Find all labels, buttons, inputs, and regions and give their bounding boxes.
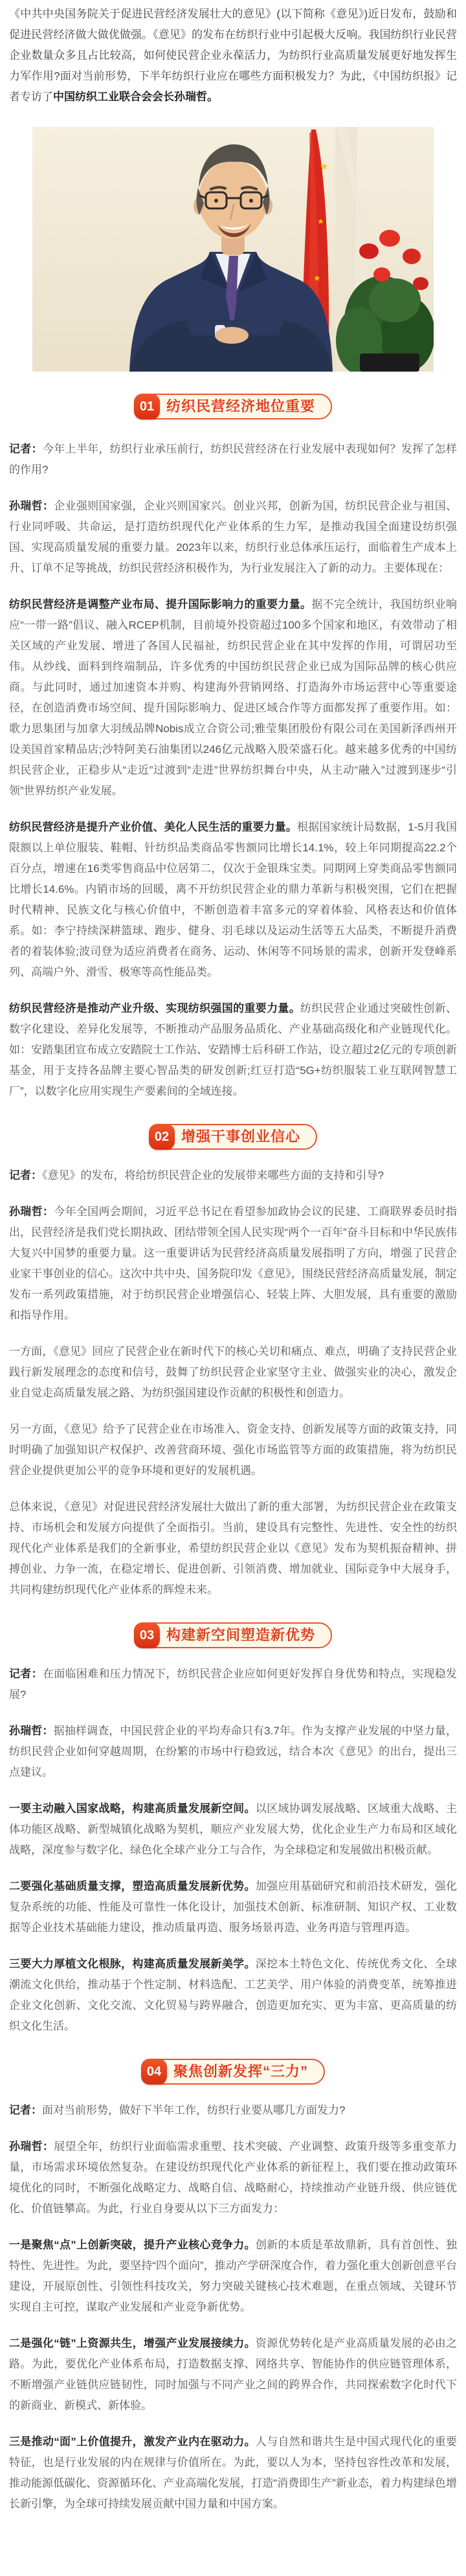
body-paragraph (9, 2432, 457, 2514)
body-paragraph (9, 1202, 457, 1326)
section-badge-row (0, 394, 466, 420)
paragraph-text: 据抽样调查，中国民营企业的平均寿命只有3.7年。作为支撑产业发展的中坚力量，纺织民营企业如何穿越周期，在纷繁的市场中行稳致远，结合本次《意见》的出台，提出三点建议。 (9, 1725, 458, 1778)
section-title: 增强干事创业信心 (181, 1128, 300, 1145)
paragraph-bold-lead: 二要强化基础质量支撑，塑造高质量发展新优势。 (9, 1880, 256, 1892)
body-paragraph (9, 1165, 457, 1186)
body-paragraph (9, 1341, 457, 1404)
sections-container (0, 394, 466, 2514)
article-section (0, 2059, 466, 2514)
paragraph-text: 在面临困难和压力情况下，纺织民营企业应如何更好发挥自身优势和特点，实现稳发展? (9, 1668, 458, 1701)
body-paragraph (9, 1721, 457, 1783)
paragraph-text: 展望全年，纺织行业面临需求重塑、技术突破、产业调整、政策升级等多重变革力量，市场需求环境依然复杂。在建设纺织现代化产业体系的新征程上，我们要在推动政策环境优化的同时，不断强化战略定力、战略自信、战略耐心，持续推动产业链升级、供应链优化、价值链攀高。为此，行业自身要从以下三方面发力： (9, 2140, 458, 2215)
article-section (0, 1124, 466, 1600)
speaker-label: 记者： (9, 1668, 43, 1680)
section-paragraphs (0, 1664, 466, 2037)
paragraph-text: 企业强则国家强，企业兴则国家兴。创业兴邦，创新为国，纺织民营企业与祖国、行业同呼吸、共命运，是打造纺织现代化产业体系的生力军，是推动我国全面建设纺织强国、实现高质量发展的重要力量。2023年以来，纺织行业总体承压运行，面临着生产成本上升、订单不足等挑战，纺织民营经济积极作为，为行业发展注入了新的动力。主要体现在： (9, 500, 458, 574)
article-page (0, 4, 466, 2576)
body-paragraph (9, 496, 457, 579)
body-paragraph (9, 1664, 457, 1705)
speaker-label: 记者： (9, 2104, 42, 2116)
section-number: 02 (149, 1124, 175, 1150)
body-paragraph (9, 2100, 457, 2121)
body-paragraph (9, 2136, 457, 2219)
paragraph-bold-lead: 一是聚焦“点”上创新突破，提升产业核心竞争力。 (9, 2239, 256, 2251)
paragraph-text: 加强应用基础研究和前沿技术研发，强化复杂系统的功能、性能及可靠性一体化设计，加强技术创新、标准研制、知识产权、工业数据等企业技术基础能力建设，推动质量再造、服务场景再造、业务再造与管理再造。 (9, 1880, 458, 1934)
paragraph-text: 人与自然和谐共生是中国式现代化的重要特征，也是行业发展的内在规律与价值所在。为此，要以人为本，坚持包容性改革和发展，推动能源低碳化、资源循环化、产业高端化发展，打造“消费即生产”新业态，着力构建绿色增长新引擎，为全球可持续发展贡献中国力量和中国方案。 (9, 2436, 458, 2510)
paragraph-text: 以区域协调发展战略、区域重大战略、主体功能区战略、新型城镇化战略为契机，顺应产业发展大势，优化企业生产力布局和区域化战略，深度参与数字化、绿色化全球产业分工与合作，为全球稳定和发展做出积极贡献。 (9, 1802, 458, 1856)
body-paragraph (9, 1876, 457, 1938)
section-badge-row (0, 2059, 466, 2085)
paragraph-bold-lead: 三是推动“面”上价值提升，激发产业内在驱动力。 (9, 2436, 256, 2448)
section-title: 构建新空间塑造新优势 (166, 1627, 315, 1643)
paragraph-text: 据不完全统计，我国纺织业响应“一带一路”倡议、融入RCEP机制，目前境外投资超过100多个国家和地区，有效带动了相关区域的产业发展、增进了各国人民福祉，纺织民营企业在其中发挥的作用，可谓居功至伟。从纱线、面料到终端制品，许多优秀的中国纺织民营企业已成为国际品牌的核心供应商。与此同时，通过加速资本并购、构建海外营销网络、打造海外市场运营中心等重要途径，在创造消费市场空间、提升国际影响力、促进区域合作等方面都发挥了重要作用。如：歌力思集团与加拿大羽绒品牌Nobis成立合资公司;雅莹集团股份有限公司在美国新泽西州开设美国首家精品店;沙特阿美石油集团以246亿元战略入股荣盛石化。越来越多优秀的中国纺织民营企业，正稳步从“走近”过渡到“走进”世界纺织舞台中央，从主动“融入”过渡到逐步“引领”世界纺织产业发展。 (9, 598, 458, 797)
paragraph-text: 总体来说，《意见》对促进民营经济发展壮大做出了新的重大部署，为纺织民营企业在政策支持、市场机会和发展方向提供了全面指引。当前，建设具有完整性、先进性、安全性的纺织现代化产业体系是我们的全新事业，希望纺织民营企业以《意见》发布为契机振奋精神、拼搏创业、力争一流，在稳定增长、促进创新、引领消费、增加就业、国际竞争中大展身手，共同构建纺织现代化产业体系的辉煌未来。 (9, 1501, 457, 1596)
paragraph-text: 今年上半年，纺织行业承压前行，纺织民营经济在行业发展中表现如何？发挥了怎样的作用? (9, 443, 458, 476)
body-paragraph (9, 2333, 457, 2416)
paragraph-bold-lead: 三要大力厚植文化根脉，构建高质量发展新美学。 (9, 1958, 256, 1970)
paragraph-text: 《意见》的发布，将给纺织民营企业的发展带来哪些方面的支持和引导? (42, 1169, 384, 1182)
paragraph-text: 根据国家统计局数据，1-5月我国限额以上单位服装、鞋帽、针纺织品类商品零售额同比增长14.1%，较上年同期提高22.2个百分点，增速在16类零售商品中位居第二，仅次于金银珠宝类。同期网上穿类商品零售额同比增长14.6%。内销市场的回暖，离不开纺织民营企业的鼎力革新与积极突围，它们在把握时代精神、民族文化与核心价值中，不断创造着丰富多元的穿着体验、风格表达和价值体系。如：李宁持续深耕篮球、跑步、健身、羽毛球以及运动生活等五大品类，不断提升消费者的着装体验;波司登为适应消费者在商务、运动、休闲等不同场景的需求，创新开发登峰系列、高端户外、滑雪、极寒等高性能品类。 (9, 821, 457, 978)
paragraph-bold-lead: 纺织民营经济是推动产业升级、实现纺织强国的重要力量。 (9, 1002, 300, 1014)
body-paragraph (9, 1497, 457, 1600)
paragraph-text: 深挖本土特色文化、传统优秀文化、全球潮流文化供给，推动基于个性定制、材料选配、工艺美学、用户体验的消费变革，统筹推进企业文化创新、文化交流、文化贸易与跨界融合，创造更加充实、更为丰富、更高质量的纺织文化生活。 (9, 1958, 458, 2032)
body-paragraph (9, 2235, 457, 2318)
section-paragraphs (0, 2100, 466, 2514)
section-number: 03 (134, 1622, 160, 1648)
speaker-label: 记者： (9, 1169, 42, 1182)
paragraph-text: 另一方面，《意见》给予了民营企业在市场准入、资金支持、创新发展等方面的政策支持，同时明确了加强知识产权保护、改善营商环境、强化市场监管等方面的政策措施，将为纺织民营企业提供更加公平的竞争环境和更好的发展机遇。 (9, 1423, 457, 1477)
paragraph-text: 纺织民营企业通过突破性创新、数字化建设、差异化发展等，不断推动产品服务品质化、产业基础高级化和产业链现代化。如：安踏集团宣布成立安踏院士工作站、安踏博士后科研工作站，设立超过2亿元的专项创新基金，用于支持各品牌主要心智品类的研发创新;红豆打造“5G+纺织服装工业互联网智慧工厂”，以数字化应用实现生产要素间的全域连接。 (9, 1002, 457, 1097)
section-badge (134, 394, 332, 420)
lead-bold-tail: 中国纺织工业联合会会长孙瑞哲。 (53, 91, 218, 103)
paragraph-bold-lead: 纺织民营经济是调整产业布局、提升国际影响力的重要力量。 (9, 598, 312, 610)
body-paragraph (9, 594, 457, 801)
paragraph-text: 创新的本质是革故鼎新，具有首创性、独特性、先进性。为此，要坚持“四个面向”，推动产学研深度合作，着力强化重大创新创意平台建设，开展原创性、引领性科技攻关，努力突破关键核心技术难题，在重点领域、关键环节实现自主可控，谋取产业发展和产业竞争新优势。 (9, 2239, 458, 2313)
paragraph-text: 面对当前形势，做好下半年工作，纺织行业要从哪几方面发力? (42, 2104, 346, 2116)
speaker-label: 孙瑞哲： (9, 2140, 54, 2153)
section-badge-row (0, 1124, 466, 1150)
paragraph-bold-lead: 纺织民营经济是提升产业价值、美化人民生活的重要力量。 (9, 821, 297, 833)
paragraph-text: 今年全国两会期间，习近平总书记在看望参加政协会议的民建、工商联界委员时指出，民营经济是我们党长期执政、团结带领全国人民实现“两个一百年”奋斗目标和中华民族伟大复兴中国梦的重要力量。这一重要讲话为民营经济高质量发展指明了方向，增强了民营企业家干事创业的信心。这次中共中央、国务院印发《意见》，围绕民营经济高质量发展，制定发布一系列政策措施，对于纺织民营企业增强信心、轻装上阵、大胆发展，具有重要的激励和指导作用。 (9, 1205, 458, 1321)
section-badge (149, 1124, 317, 1150)
body-paragraph (9, 439, 457, 480)
flag-star: ★ (317, 217, 324, 226)
section-number: 04 (141, 2059, 167, 2085)
speaker-label: 记者： (9, 443, 43, 455)
speaker-label: 孙瑞哲： (9, 1725, 54, 1737)
paragraph-text: 一方面，《意见》回应了民营企业在新时代下的核心关切和痛点、难点，明确了支持民营企业践行新发展理念的态度和信号，鼓舞了纺织民营企业家坚守主业、做强实业的决心，激发企业自觉走高质量发展之路、为纺织强国建设作贡献的积极性和创造力。 (9, 1345, 457, 1399)
section-title: 纺织民营经济地位重要 (166, 398, 315, 414)
speaker-label: 孙瑞哲： (9, 500, 54, 512)
body-paragraph (9, 817, 457, 983)
article-section (0, 394, 466, 1102)
section-badge-row (0, 1622, 466, 1648)
lead-text: 《中共中央国务院关于促进民营经济发展壮大的意见》(以下简称《意见》)近日发布，鼓励和促进民营经济做大做优做强。《意见》的发布在纺织行业中引起极大反响。我国纺织行业民营企业数量众多且占比较高，如何使民营企业永葆活力，为纺织行业高质量发展更好地发挥生力军作用?面对当前形势，下半年纺织行业应在哪些方面积极发力？为此，《中国纺织报》记者专访了 (9, 8, 457, 103)
section-number: 01 (134, 394, 160, 420)
section-badge (134, 1622, 332, 1648)
body-paragraph (9, 1798, 457, 1861)
body-paragraph (9, 1954, 457, 2037)
body-paragraph (9, 998, 457, 1102)
body-paragraph (9, 1419, 457, 1481)
paragraph-bold-lead: 一要主动融入国家战略，构建高质量发展新空间。 (9, 1802, 256, 1815)
paragraph-bold-lead: 二是强化“链”上资源共生，增强产业发展接续力。 (9, 2337, 256, 2349)
flag-star: ★ (320, 161, 329, 172)
section-title: 聚焦创新发挥“三力” (173, 2063, 308, 2079)
section-badge (141, 2059, 325, 2085)
section-paragraphs (0, 439, 466, 1102)
lead-paragraph (9, 4, 457, 107)
article-section (0, 1622, 466, 2037)
interview-photo (32, 127, 434, 372)
flag-star: ★ (313, 273, 321, 283)
speaker-label: 孙瑞哲： (9, 1205, 54, 1218)
paragraph-text: 资源优势转化是产业高质量发展的必由之路。为此，要优化产业体系布局，打造数据支撑、网络共享、智能协作的供应链管理体系，不断增强产业链供应链韧性，同时加强与不同产业之间的跨界合作，共同探索数字化时代下的新商业、新模式、新体验。 (9, 2337, 458, 2412)
section-paragraphs (0, 1165, 466, 1600)
